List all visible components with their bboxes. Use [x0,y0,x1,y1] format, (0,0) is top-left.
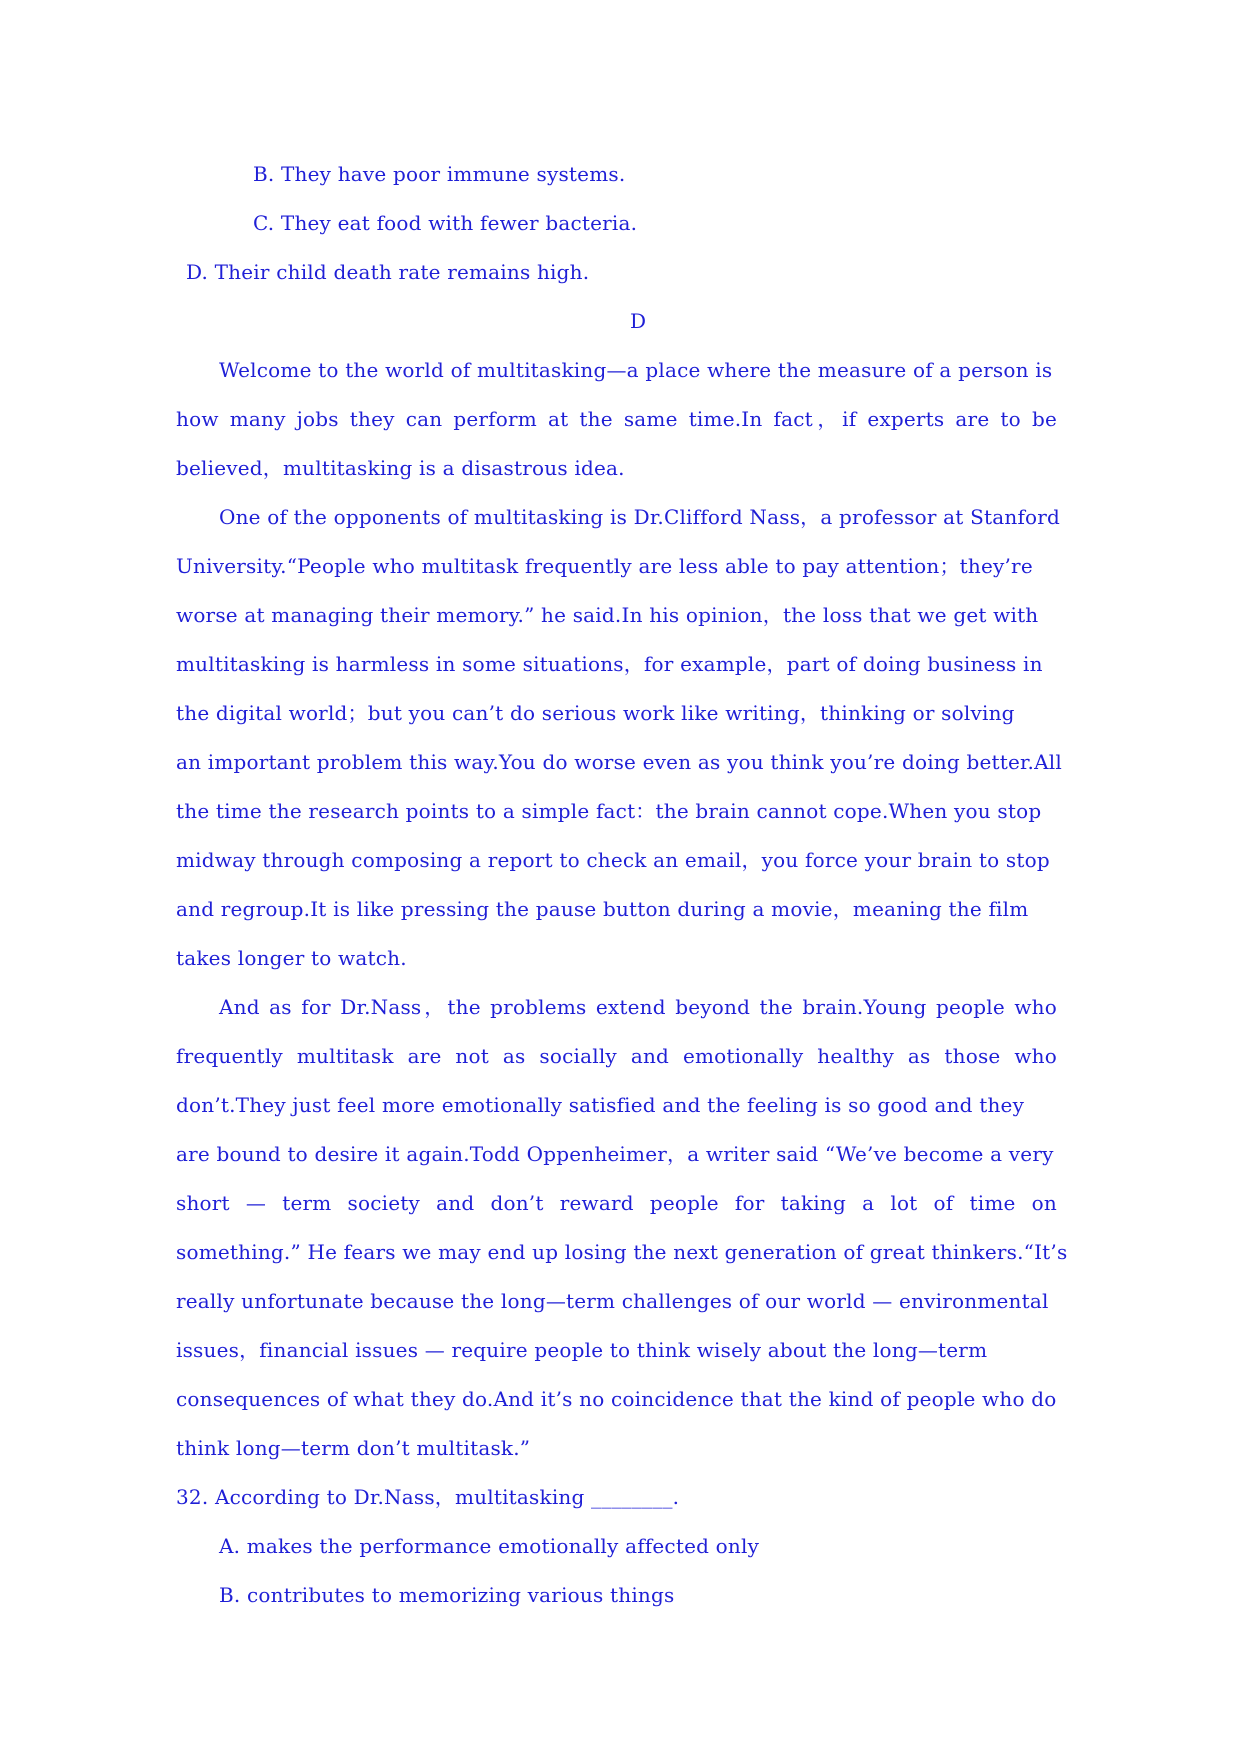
passage-line: believed，multitasking is a disastrous idea. [176,456,625,480]
passage-line: are bound to desire it again.Todd Oppenheimer，a writer said “We’ve become a very [176,1142,1054,1166]
passage-line: an important problem this way.You do worse even as you think you’re doing better.All [176,750,1062,774]
passage-line: issues，financial issues — require people to think wisely about the long—term [176,1338,988,1362]
passage-line: how many jobs they can perform at the same time.In fact，if experts are to be [176,407,1057,431]
question-32-stem: 32. According to Dr.Nass，multitasking ________. [176,1485,680,1509]
passage-line: and regroup.It is like pressing the pause button during a movie，meaning the film [176,897,1029,921]
prev-option-c: C. They eat food with fewer bacteria. [253,211,638,235]
passage-line: the time the research points to a simple fact：the brain cannot cope.When you stop [176,799,1042,823]
passage-line: think long—term don’t multitask.” [176,1436,531,1460]
passage-line: multitasking is harmless in some situations，for example，part of doing business in [176,652,1043,676]
passage-line: worse at managing their memory.” he said.In his opinion，the loss that we get with [176,603,1039,627]
passage-line: something.” He fears we may end up losing the next generation of great thinkers.“It’s [176,1240,1068,1264]
passage-line: short — term society and don’t reward people for taking a lot of time on [176,1191,1057,1215]
question-32-option-a: A. makes the performance emotionally affected only [219,1534,760,1558]
section-heading: D [630,309,647,333]
passage-line: consequences of what they do.And it’s no coincidence that the kind of people who do [176,1387,1057,1411]
prev-option-b: B. They have poor immune systems. [253,162,626,186]
passage-line: Welcome to the world of multitasking—a place where the measure of a person is [219,358,1053,382]
prev-option-d: D. Their child death rate remains high. [186,260,590,284]
passage-line: takes longer to watch. [176,946,407,970]
passage-line: really unfortunate because the long—term challenges of our world — environmental [176,1289,1049,1313]
passage-line: midway through composing a report to check an email，you force your brain to stop [176,848,1050,872]
passage-line: University.“People who multitask frequently are less able to pay attention；they’re [176,554,1033,578]
passage-line: the digital world；but you can’t do serious work like writing，thinking or solving [176,701,1015,725]
question-32-option-b: B. contributes to memorizing various things [219,1583,675,1607]
passage-line: don’t.They just feel more emotionally satisfied and the feeling is so good and they [176,1093,1025,1117]
passage-line: One of the opponents of multitasking is Dr.Clifford Nass，a professor at Stanford [219,505,1061,529]
passage-line: frequently multitask are not as socially and emotionally healthy as those who [176,1044,1057,1068]
passage-line: And as for Dr.Nass，the problems extend beyond the brain.Young people who [219,995,1057,1019]
